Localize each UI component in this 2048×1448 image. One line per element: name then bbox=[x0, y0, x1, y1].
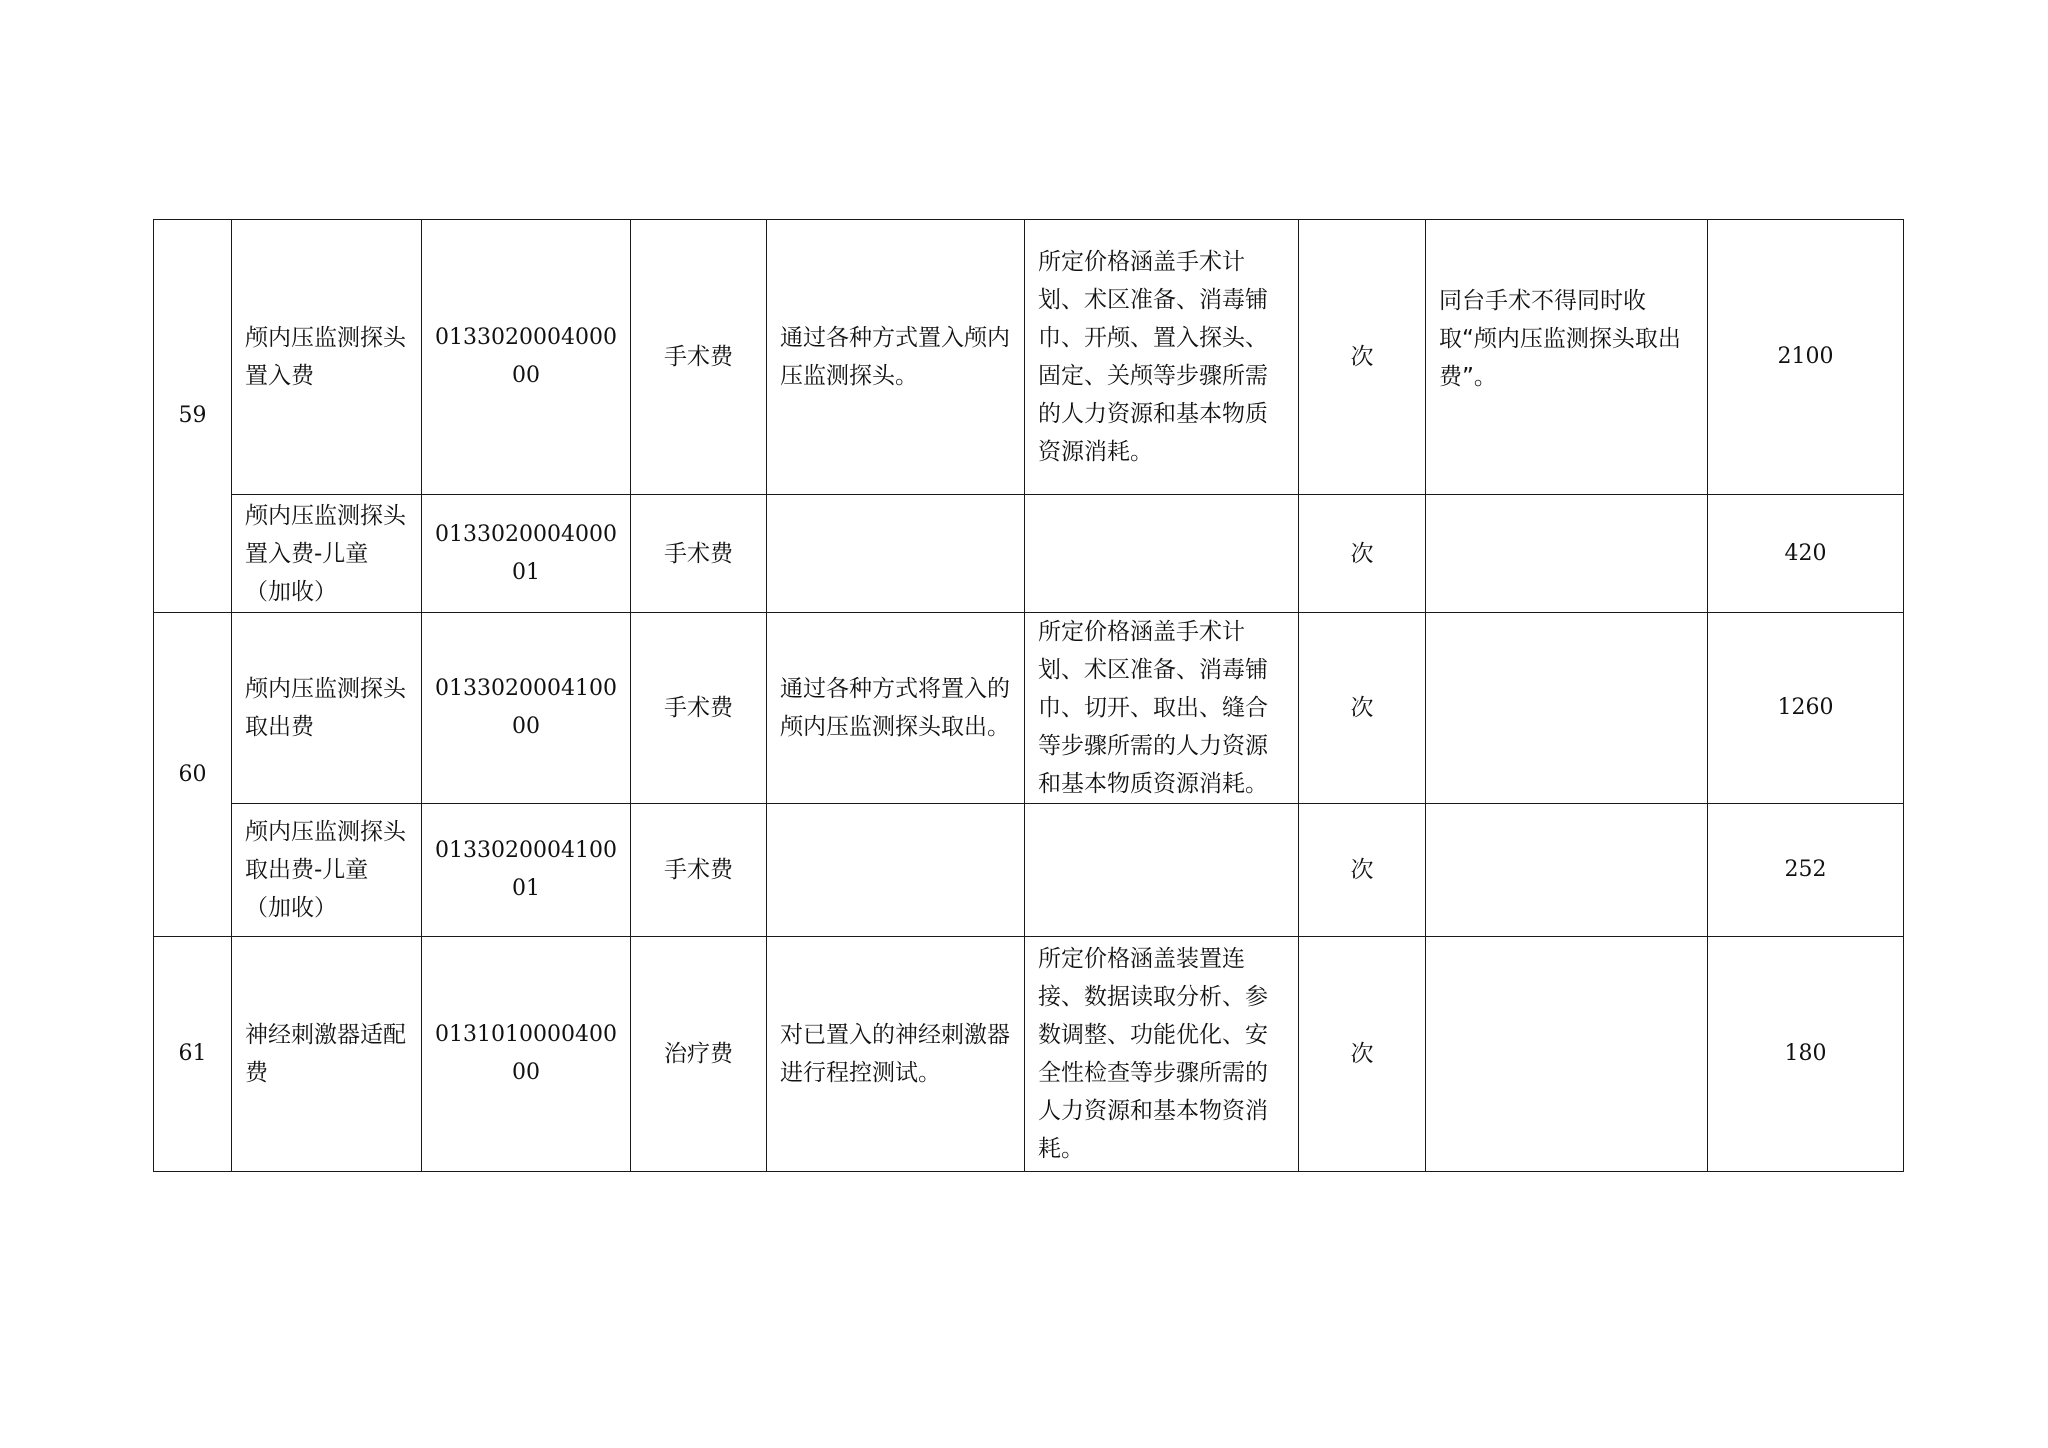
price-cell: 1260 bbox=[1708, 613, 1904, 804]
content-cell: 通过各种方式将置入的颅内压监测探头取出。 bbox=[767, 613, 1025, 804]
unit-cell: 次 bbox=[1299, 804, 1426, 937]
content-cell bbox=[767, 804, 1025, 937]
seq-cell: 61 bbox=[154, 937, 232, 1172]
item-code-cell: 013302000410000 bbox=[422, 613, 631, 804]
remark-cell bbox=[1426, 804, 1708, 937]
unit-cell: 次 bbox=[1299, 495, 1426, 613]
seq-cell: 60 bbox=[154, 613, 232, 937]
price-cell: 2100 bbox=[1708, 220, 1904, 495]
coverage-cell: 所定价格涵盖手术计划、术区准备、消毒铺巾、切开、取出、缝合等步骤所需的人力资源和基本物质资源消耗。 bbox=[1025, 613, 1299, 804]
price-table bbox=[153, 219, 1904, 1172]
item-name-cell: 颅内压监测探头取出费-儿童（加收） bbox=[232, 804, 422, 937]
coverage-cell bbox=[1025, 495, 1299, 613]
content-cell bbox=[767, 495, 1025, 613]
category-cell: 手术费 bbox=[631, 220, 767, 495]
price-cell: 420 bbox=[1708, 495, 1904, 613]
coverage-cell: 所定价格涵盖手术计划、术区准备、消毒铺巾、开颅、置入探头、固定、关颅等步骤所需的人力资源和基本物质资源消耗。 bbox=[1025, 220, 1299, 495]
coverage-cell bbox=[1025, 804, 1299, 937]
item-name-cell: 颅内压监测探头取出费 bbox=[232, 613, 422, 804]
table-row bbox=[154, 804, 1904, 937]
item-name-cell: 颅内压监测探头置入费 bbox=[232, 220, 422, 495]
unit-cell: 次 bbox=[1299, 937, 1426, 1172]
unit-cell: 次 bbox=[1299, 613, 1426, 804]
table-row bbox=[154, 937, 1904, 1172]
table-row bbox=[154, 613, 1904, 804]
unit-cell: 次 bbox=[1299, 220, 1426, 495]
category-cell: 手术费 bbox=[631, 495, 767, 613]
remark-cell bbox=[1426, 220, 1708, 495]
item-code-cell: 013302000400000 bbox=[422, 220, 631, 495]
table-row bbox=[154, 220, 1904, 495]
category-cell: 手术费 bbox=[631, 613, 767, 804]
item-code-cell: 013302000410001 bbox=[422, 804, 631, 937]
remark-text: 同台手术不得同时收取“颅内压监测探头取出费”。 bbox=[1439, 288, 1681, 390]
price-cell: 180 bbox=[1708, 937, 1904, 1172]
item-code-cell: 013302000400001 bbox=[422, 495, 631, 613]
remark-cell bbox=[1426, 937, 1708, 1172]
category-cell: 手术费 bbox=[631, 804, 767, 937]
content-cell: 通过各种方式置入颅内压监测探头。 bbox=[767, 220, 1025, 495]
coverage-cell: 所定价格涵盖装置连接、数据读取分析、参数调整、功能优化、安全性检查等步骤所需的人力资源和基本物资消耗。 bbox=[1025, 937, 1299, 1172]
seq-cell: 59 bbox=[154, 220, 232, 613]
category-cell: 治疗费 bbox=[631, 937, 767, 1172]
item-name-cell: 颅内压监测探头置入费-儿童（加收） bbox=[232, 495, 422, 613]
item-code-cell: 013101000040000 bbox=[422, 937, 631, 1172]
table-row bbox=[154, 495, 1904, 613]
remark-cell bbox=[1426, 495, 1708, 613]
remark-cell bbox=[1426, 613, 1708, 804]
item-name-cell: 神经刺激器适配费 bbox=[232, 937, 422, 1172]
price-cell: 252 bbox=[1708, 804, 1904, 937]
content-cell: 对已置入的神经刺激器进行程控测试。 bbox=[767, 937, 1025, 1172]
